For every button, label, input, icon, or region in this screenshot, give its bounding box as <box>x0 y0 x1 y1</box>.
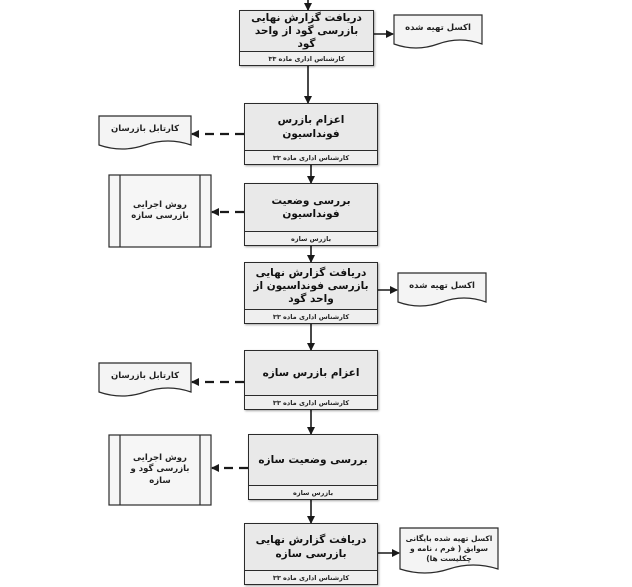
subprocess-label: روش اجرایی بازرسی سازه <box>131 199 189 221</box>
document-1 <box>393 14 483 52</box>
document-label: اکسل تهیه شده <box>409 281 475 292</box>
document-label: کارتابل بازرسان <box>110 124 180 135</box>
document-4 <box>98 362 192 400</box>
document-3 <box>397 272 487 310</box>
process-step-title: دریافت گزارش نهایی بازرسی گود از واحد گود <box>251 11 362 51</box>
process-step-role: کارشناس اداری ماده ۳۳ <box>245 570 377 584</box>
document-label: کارتابل بازرسان <box>110 371 180 382</box>
process-step-3 <box>244 183 378 246</box>
document-5 <box>399 527 499 579</box>
process-step-role: بازرس سازه <box>249 485 377 499</box>
process-step-7 <box>244 523 378 585</box>
process-step-title: بررسی وضعیت فونداسیون <box>271 194 351 220</box>
subprocess-1 <box>108 174 212 248</box>
document-2 <box>98 115 192 153</box>
process-step-role: کارشناس اداری ماده ۳۳ <box>245 150 377 164</box>
process-step-title: اعزام بازرس فونداسیون <box>277 114 345 140</box>
process-step-role: کارشناس اداری ماده ۳۳ <box>240 51 373 65</box>
process-step-title: اعزام بازرس سازه <box>262 366 360 379</box>
process-step-role: بازرس سازه <box>245 231 377 245</box>
document-label: اکسل تهیه شده <box>405 23 471 34</box>
process-step-6 <box>248 434 378 500</box>
subprocess-2 <box>108 434 212 506</box>
process-step-2 <box>244 103 378 165</box>
process-step-5 <box>244 350 378 410</box>
process-step-title: بررسی وضعیت سازه <box>258 453 368 466</box>
process-step-4 <box>244 262 378 324</box>
process-step-title: دریافت گزارش نهایی بازرسی سازه <box>255 534 367 560</box>
subprocess-label: روش اجرایی بازرسی گود و سازه <box>130 453 190 486</box>
process-step-role: کارشناس اداری ماده ۳۳ <box>245 309 377 323</box>
process-step-role: کارشناس اداری ماده ۳۳ <box>245 395 377 409</box>
document-label: اکسل تهیه شده بایگانی سوابق ( فرم ، نامه و چکلیست ها) <box>405 534 493 563</box>
process-step-1 <box>239 10 374 66</box>
process-step-title: دریافت گزارش نهایی بازرسی فونداسیون از واحد گود <box>253 266 369 306</box>
